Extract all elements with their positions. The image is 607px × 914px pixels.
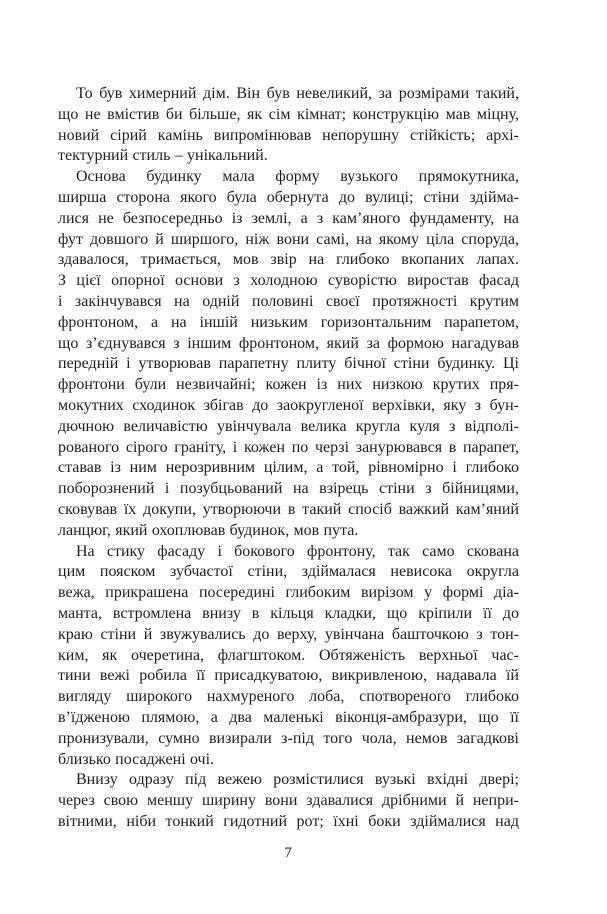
text-line: То був химерний дім. Він був невеликий, за розмірами такий,	[76, 85, 519, 102]
text-line: рованого сірого граніту, і кожен по черзі занурювався в парапет,	[58, 438, 519, 456]
text-line: вежа, прикрашена посередині глибоким вирізом у формі діа-	[58, 584, 519, 602]
text-line: краю стіни й звужувались до верху, увінчана башточкою з тон-	[58, 625, 519, 643]
text-line: На стику фасаду і бокового фронтону, так само скована	[76, 542, 519, 560]
text-line: і закінчувався на одній половині своєї протяжності крутим	[58, 292, 519, 310]
text-line: манта, встромлена внизу в кільця кладки, що кріпили її до	[58, 604, 519, 622]
page-footer	[58, 844, 519, 862]
paragraph	[58, 167, 519, 541]
text-line: Внизу одразу під вежею розмістилися вузькі вхідні двері;	[76, 771, 519, 789]
text-line: ким, як очеретина, флагштоком. Обтяженість верхньої час-	[58, 646, 519, 664]
text-line: лися не безпосередньо із землі, а з кам’яного фундаменту, на	[58, 209, 519, 227]
text-line: здавалося, тримається, мов звір на глибоко вкопаних лапах.	[58, 251, 519, 269]
text-line: новий сірий камінь випромінював непорушну стійкість; архі-	[58, 126, 519, 144]
text-line: фронтони були незвичайні; кожен із них низкою крутих пря-	[58, 376, 519, 394]
page-number: 7	[284, 844, 293, 861]
paragraph	[58, 770, 519, 832]
text-line: сковував їх докупи, утворюючи в такий спосіб важкий кам’яний	[58, 500, 519, 518]
text-line: вітними, ніби тонкий гидотний рот; їхні боки здіймалися над	[58, 812, 519, 830]
text-line: фронтоном, а на іншій низьким горизонтальним парапетом,	[58, 313, 519, 331]
text-line: Основа будинку мала форму вузького прямокутника,	[76, 168, 519, 186]
text-line: що з’єднувався з іншим фронтоном, який за формою нагадував	[58, 334, 519, 352]
text-line: ставав із ним нерозривним цілим, а той, рівномірно і глибоко	[58, 459, 519, 477]
text-line: через свою меншу ширину вони здавалися дрібними й непри-	[58, 792, 519, 810]
text-line: ширша сторона якого була обернута до вулиці; стіни здійма-	[58, 188, 519, 206]
text-line: ланцюг, який охоплював будинок, мов пута.	[58, 521, 359, 539]
text-line: тини вежі робила її присадкуватою, викривленою, надавала їй	[58, 667, 519, 685]
page-text	[58, 84, 519, 833]
text-line: мокутних сходинок збігав до заокругленої верхівки, яку з бун-	[58, 396, 519, 414]
paragraph	[58, 542, 519, 771]
text-line: тектурний стиль – унікальний.	[58, 147, 268, 165]
text-line: близько посаджені очі.	[58, 750, 215, 768]
text-line: передній і утворював парапетну плиту бічної стіни будинку. Ці	[58, 355, 519, 373]
text-line: вигляду широкого нахмуреного лоба, спотвореного глибоко	[58, 688, 519, 706]
text-line: поборознений і позубцьований на взірець стіни з бійницями,	[58, 480, 519, 498]
text-line: що не вмістив би більше, як сім кімнат; конструкцію мав міцну,	[58, 105, 519, 123]
text-line: пронизували, сумно визирали з-під того чола, немов загадкові	[58, 729, 519, 747]
text-line: в’їдженою плямою, а два маленькі віконця-амбразури, що її	[58, 708, 519, 726]
text-line: фут довшого й ширшого, ніж вони самі, на якому ціла споруда,	[58, 230, 519, 248]
text-line: З цієї опорної основи з холодною суворістю виростав фасад	[58, 272, 519, 290]
paragraph	[58, 84, 519, 167]
text-line: цим пояском зубчастої стіни, здіймалася невисока округла	[58, 563, 519, 581]
text-line: дючною величавістю увінчувала велика кругла куля з відполі-	[58, 417, 519, 435]
